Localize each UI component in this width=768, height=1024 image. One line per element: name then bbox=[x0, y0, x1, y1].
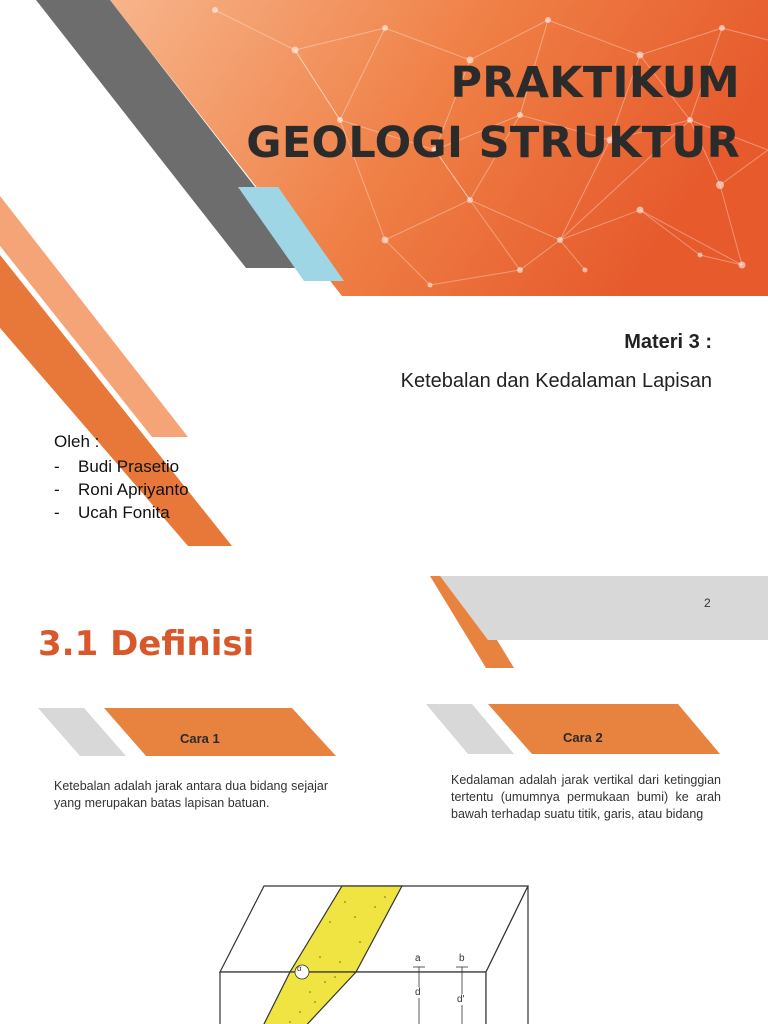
author-item bbox=[54, 503, 170, 523]
author-name: Roni Apriyanto bbox=[78, 480, 189, 499]
author-item bbox=[54, 457, 179, 477]
materi-label: Materi 3 : bbox=[624, 331, 712, 353]
author-dash: - bbox=[54, 503, 60, 522]
cara1-label: Cara 1 bbox=[180, 731, 220, 746]
author-name: Budi Prasetio bbox=[78, 457, 180, 476]
diagram-label-alpha: α bbox=[297, 964, 302, 973]
authors-label: Oleh : bbox=[54, 432, 100, 451]
block-diagram bbox=[220, 886, 528, 1024]
author-name: Ucah Fonita bbox=[78, 503, 170, 522]
diagram-label-d: d bbox=[415, 987, 421, 998]
page-number: 2 bbox=[704, 596, 711, 610]
cara1-description: Ketebalan adalah jarak antara dua bidang sejajar yang merupakan batas lapisan batuan. bbox=[54, 779, 328, 810]
slide-title-line2: GEOLOGI STRUKTUR bbox=[246, 118, 740, 168]
cara1-orange-banner bbox=[104, 708, 336, 756]
author-item bbox=[54, 480, 189, 500]
section-title: 3.1 Definisi bbox=[38, 624, 255, 664]
author-dash: - bbox=[54, 457, 60, 476]
cara2-description: Kedalaman adalah jarak vertikal dari ketinggian tertentu (umumnya permukaan bumi) ke arah bawah terhadap suatu titik, garis, atau bidang bbox=[451, 773, 721, 821]
slide-title-line1: PRAKTIKUM bbox=[450, 58, 740, 108]
diagram-label-d-prime: d' bbox=[457, 994, 465, 1005]
slide-subtitle: Ketebalan dan Kedalaman Lapisan bbox=[400, 370, 712, 392]
content-slide bbox=[0, 562, 768, 1024]
diagram-label-a: a bbox=[415, 953, 421, 964]
gray-header-band bbox=[440, 576, 768, 640]
author-dash: - bbox=[54, 480, 60, 499]
cara2-label: Cara 2 bbox=[563, 730, 603, 745]
cara2-orange-banner bbox=[488, 704, 720, 754]
diagram-label-b: b bbox=[459, 953, 465, 964]
block-front-face bbox=[220, 972, 486, 1024]
